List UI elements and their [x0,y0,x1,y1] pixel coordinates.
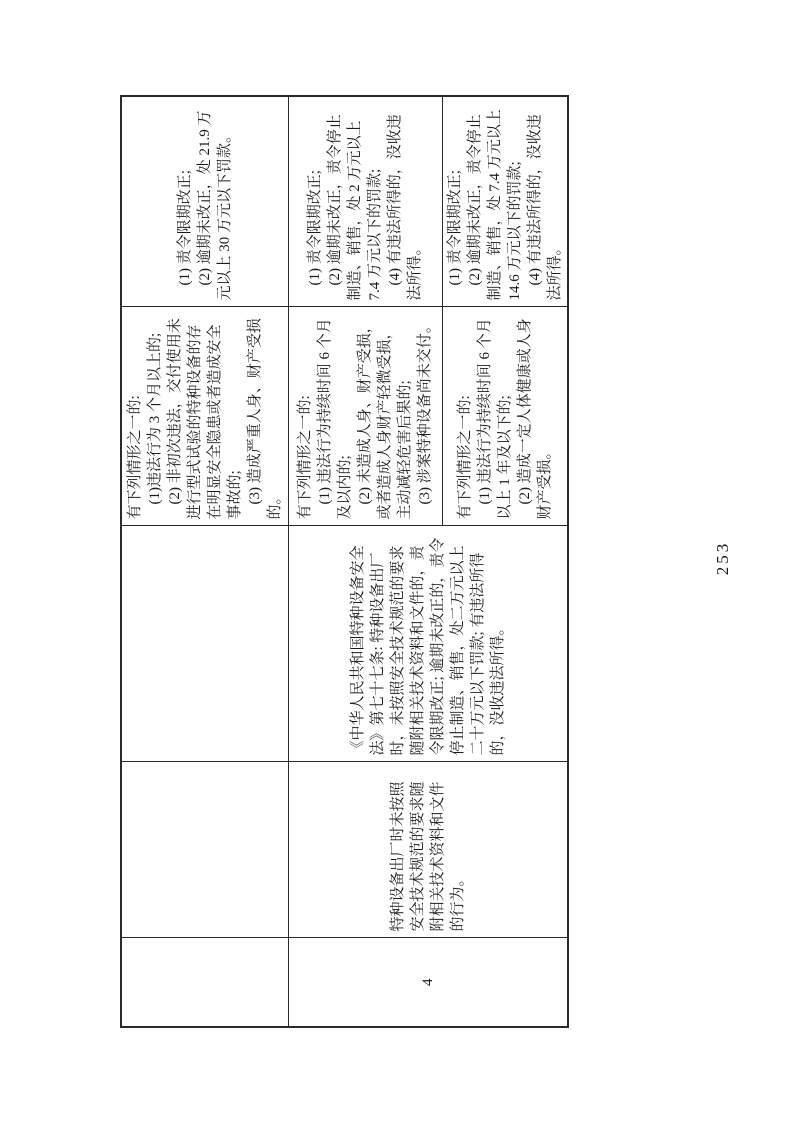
paragraph: (3) 涉案特种设备尚未交付。 [417,318,433,505]
paragraph: (2) 造成一定人体健康或人身财产受损。 [516,318,553,520]
paragraph: 《中华人民共和国特种设备安全法》第七十七条: 特种设备出厂时，未按照安全技术规范的要求随附相关技术资料和文件的，责令限期改正; 逾期未改正的，责令停止制造、销售，处二万元以上二十万元以下罚款; 有违法所得的，没收违法所得。 [349,537,506,756]
paragraph: (1) 责令限期改正; [446,170,463,286]
paragraph: (1) 责令限期改正; [307,170,323,286]
paragraph: 有下列情形之一的: [297,395,313,520]
paragraph: (4) 有违法所得的，没收违法所得。 [387,114,423,301]
cell-seq-number: 4 [288,938,568,1027]
paragraph: 有下列情形之一的: [126,395,143,520]
cell-situation-severe [121,307,288,526]
paragraph: (2) 逾期未改正，责令停止制造、销售，处 2 万元以上 7.4 万元以下的罚款; [327,114,383,301]
paragraph: (3) 造成严重人身、财产受损的。 [246,318,283,520]
paragraph: (2) 未造成人身、财产受损，或者造成人身财产轻微受损，主动减轻危害后果的; [357,318,413,520]
cell-penalty-medium [442,96,568,307]
paragraph: (1) 违法行为持续时间 6 个月及以内的; [317,318,353,520]
paragraph: (1) 责令限期改正; [176,170,193,286]
cell-illegal-behavior [288,762,568,938]
paragraph: (1)违法行为 3 个月以上的; [146,332,163,505]
paragraph: (2) 非初次违法，交付使用未进行型式试验的特种设备的存在明显安全隐患或者造成安全事故的; [166,318,243,520]
paragraph: (2) 逾期未改正，责令停止制造、销售，处 7.4 万元以上 14.6 万元以下的罚款; [466,109,523,301]
cell-situation-medium [442,307,568,526]
penalty-discretion-table [120,95,569,1028]
table-row-item4-light [288,96,442,1027]
rotated-table-container [120,97,563,1028]
paragraph: (1) 违法行为持续时间 6 个月以上 1 年及以下的; [476,318,513,520]
page-number: 253 [713,540,732,576]
cell-penalty-severe [121,96,288,307]
cell-seq-empty [121,938,288,1027]
cell-penalty-light [288,96,442,307]
paragraph: (4) 有违法所得的，没收违法所得。 [526,114,563,301]
cell-legal-basis-empty [121,526,288,762]
cell-legal-basis [288,526,568,762]
table-row-continuation [121,96,288,1027]
cell-situation-light [288,307,442,526]
paragraph: (2) 逾期未改正，处 21.9 万元以上 30 万元以下罚款。 [196,110,233,301]
paragraph: 特种设备出厂时未按照安全技术规范的要求随附相关技术资料和文件的行为。 [389,781,466,932]
cell-behavior-empty [121,762,288,938]
paragraph: 有下列情形之一的: [456,395,473,520]
